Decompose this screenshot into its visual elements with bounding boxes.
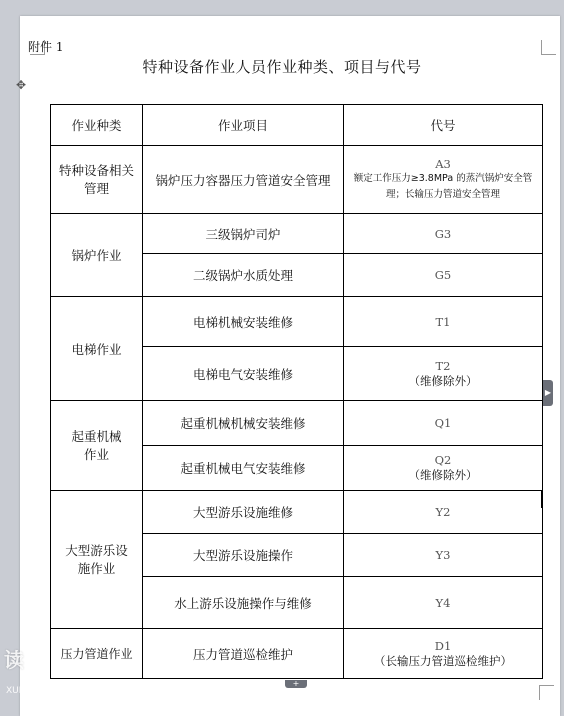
header-item: 作业项目 bbox=[143, 105, 344, 146]
code-cell: G5 bbox=[344, 254, 543, 297]
table-row bbox=[51, 491, 543, 534]
code-cell: Y2 bbox=[344, 491, 543, 534]
table-row bbox=[51, 629, 543, 679]
watermark-logo: 读 bbox=[4, 648, 24, 672]
code-value: T2 bbox=[435, 358, 451, 373]
item-cell: 大型游乐设施维修 bbox=[143, 491, 344, 534]
code-value: A3 bbox=[435, 156, 451, 171]
category-cell: 特种设备相关管理 bbox=[51, 146, 143, 214]
code-note: （维修除外） bbox=[408, 373, 478, 388]
table-row bbox=[51, 401, 543, 446]
crop-mark-top-right bbox=[541, 40, 556, 55]
page-title: 特种设备作业人员作业种类、项目与代号 bbox=[142, 58, 422, 76]
code-cell: Q1 bbox=[344, 401, 543, 446]
code-cell: Y3 bbox=[344, 534, 543, 577]
item-cell: 水上游乐设施操作与维修 bbox=[143, 577, 344, 629]
code-note: （维修除外） bbox=[408, 468, 478, 482]
code-cell bbox=[344, 347, 543, 401]
category-label: 起重机械作业 bbox=[71, 428, 122, 462]
table-header-row bbox=[51, 105, 543, 146]
item-cell: 大型游乐设施操作 bbox=[143, 534, 344, 577]
code-cell: T1 bbox=[344, 297, 543, 347]
crop-mark-bottom-right bbox=[539, 685, 554, 700]
plus-icon[interactable]: + bbox=[285, 680, 307, 688]
table-row bbox=[51, 297, 543, 347]
work-category-table bbox=[50, 104, 543, 679]
code-cell: Y4 bbox=[344, 577, 543, 629]
code-value: Q2 bbox=[434, 453, 452, 467]
move-handle-icon[interactable]: ✥ bbox=[16, 78, 27, 92]
code-cell bbox=[344, 446, 543, 491]
chevron-right-icon[interactable]: ▶ bbox=[543, 380, 553, 406]
code-value: D1 bbox=[434, 638, 452, 653]
code-cell bbox=[344, 629, 543, 679]
item-cell: 起重机械电气安装维修 bbox=[143, 446, 344, 491]
item-cell: 锅炉压力容器压力管道安全管理 bbox=[143, 146, 344, 214]
header-category: 作业种类 bbox=[51, 105, 143, 146]
table-row bbox=[51, 214, 543, 254]
table-row bbox=[51, 146, 543, 214]
watermark-text: XUE...COM bbox=[6, 686, 55, 696]
code-note: （长输压力管道巡检维护） bbox=[374, 653, 512, 668]
category-cell: 锅炉作业 bbox=[51, 214, 143, 297]
code-cell bbox=[344, 146, 543, 214]
text-cursor bbox=[541, 491, 543, 508]
category-cell: 压力管道作业 bbox=[51, 629, 143, 679]
category-cell bbox=[51, 401, 143, 491]
category-label: 大型游乐设施作业 bbox=[65, 542, 128, 576]
item-cell: 三级锅炉司炉 bbox=[143, 214, 344, 254]
item-cell: 起重机械机械安装维修 bbox=[143, 401, 344, 446]
item-cell: 压力管道巡检维护 bbox=[143, 629, 344, 679]
category-cell: 电梯作业 bbox=[51, 297, 143, 401]
item-cell: 电梯电气安装维修 bbox=[143, 347, 344, 401]
category-cell bbox=[51, 491, 143, 629]
code-cell: G3 bbox=[344, 214, 543, 254]
attachment-label: 附件 1 bbox=[28, 40, 64, 54]
item-cell: 二级锅炉水质处理 bbox=[143, 254, 344, 297]
item-cell: 电梯机械安装维修 bbox=[143, 297, 344, 347]
header-code: 代号 bbox=[344, 105, 543, 146]
code-note: 额定工作压力≥3.8MPa 的蒸汽锅炉安全管理；长输压力管道安全管理 bbox=[353, 172, 533, 200]
